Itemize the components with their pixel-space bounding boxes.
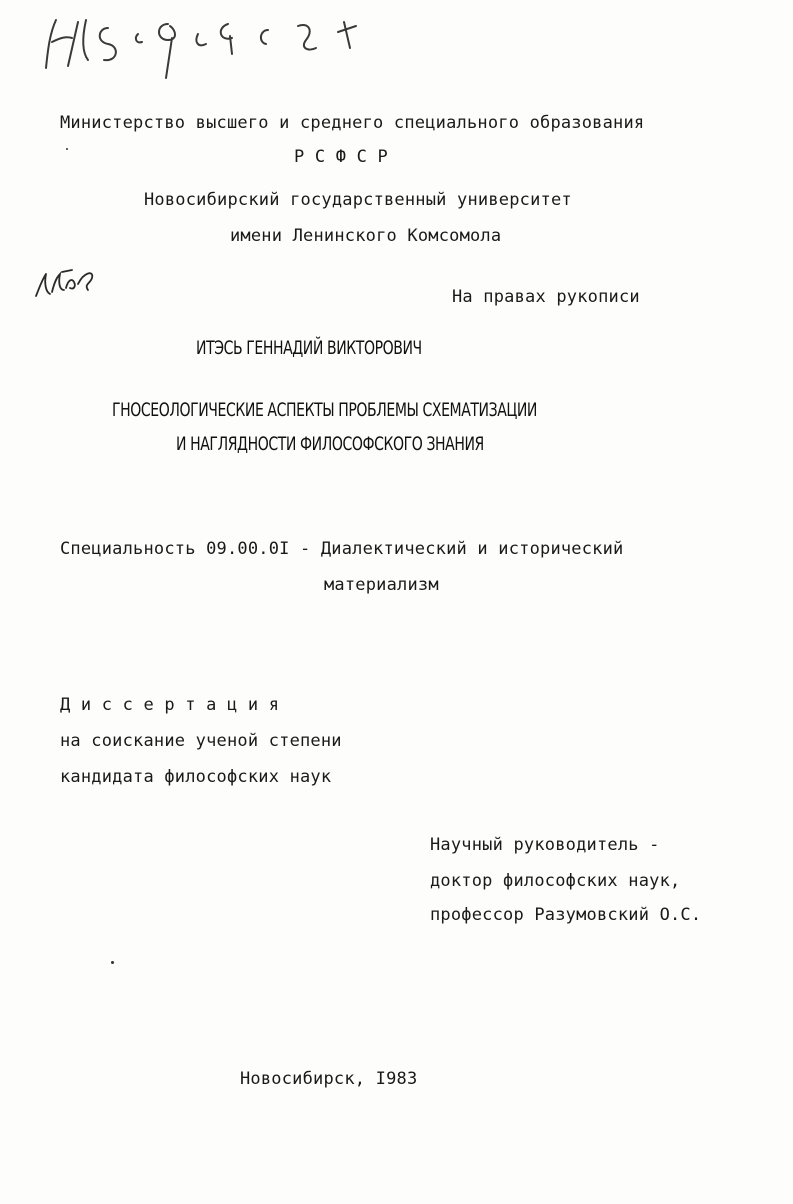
supervisor-degree: доктор философских наук,: [430, 871, 681, 891]
degree-purpose: на соискание ученой степени: [60, 731, 342, 751]
manuscript-rights-note: На правах рукописи: [452, 287, 640, 307]
author-name: ИТЭСЬ ГЕННАДИЙ ВИКТОРОВИЧ: [196, 337, 422, 359]
ministry-line: Министерство высшего и среднего специального образования: [60, 113, 645, 133]
degree-name: кандидата философских наук: [60, 767, 332, 787]
handwritten-archive-mark: [38, 8, 368, 80]
dissertation-label: Д и с с е р т а ц и я: [60, 695, 280, 715]
republic-line: Р С Ф С Р: [294, 147, 388, 167]
dissertation-title-line2: И НАГЛЯДНОСТИ ФИЛОСОФСКОГО ЗНАНИЯ: [176, 433, 484, 455]
supervisor-name: профессор Разумовский О.С.: [430, 905, 702, 925]
city-year: Новосибирск, I983: [240, 1069, 418, 1089]
supervisor-label: Научный руководитель -: [430, 835, 660, 855]
dissertation-title-line1: ГНОСЕОЛОГИЧЕСКИЕ АСПЕКТЫ ПРОБЛЕМЫ СХЕМАТИЗАЦИИ: [112, 399, 538, 421]
ink-speck: [66, 148, 68, 150]
handwritten-signature: [32, 264, 102, 304]
specialty-line1: Специальность 09.00.0I - Диалектический и исторический: [60, 539, 624, 559]
university-name: Новосибирский государственный университет: [144, 190, 572, 210]
specialty-line2: материализм: [324, 575, 439, 595]
university-dedication: имени Ленинского Комсомола: [230, 226, 502, 246]
ink-speck: [111, 961, 114, 964]
